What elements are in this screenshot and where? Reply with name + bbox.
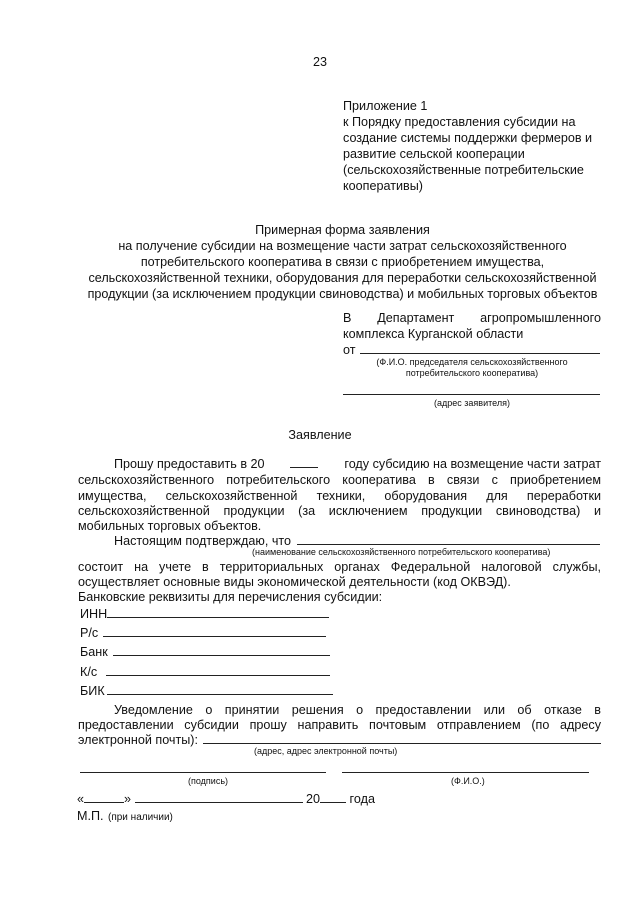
bank-heading: Банковские реквизиты для перечисления субсидии:: [78, 590, 383, 604]
notice-line: Уведомление о принятии решения о предоставлении или об отказе в: [114, 703, 601, 717]
stamp-note: (при наличии): [108, 812, 173, 823]
bik-input-line[interactable]: [107, 694, 333, 695]
form-title-line: потребительского кооператива в связи с приобретением имущества,: [140, 255, 545, 269]
bank-input-line[interactable]: [113, 655, 330, 656]
cooperative-name-caption: (наименование сельскохозяйственного потребительского кооператива): [252, 547, 551, 557]
fio-signature-caption: (Ф.И.О.): [451, 776, 485, 786]
day-input-line[interactable]: [84, 791, 124, 803]
date-year-input-line[interactable]: [320, 791, 346, 803]
stamp-line: [77, 807, 173, 825]
notice-line: электронной почты):: [78, 733, 198, 747]
page-number: 23: [312, 55, 327, 69]
year-input-line[interactable]: [290, 456, 318, 468]
signature-input-line[interactable]: [80, 772, 326, 773]
date-line: « » 20 года: [77, 792, 375, 806]
statement-title: Заявление: [288, 428, 352, 442]
appendix-line: к Порядку предоставления субсидии на: [343, 115, 576, 129]
appendix-block: [343, 98, 613, 194]
signature-caption: (подпись): [188, 776, 229, 786]
paragraph-1-line: мобильных торговых объектов.: [78, 519, 262, 533]
appendix-line: кооперативы): [343, 179, 423, 193]
paragraph-2-line: осуществляет основные виды экономической деятельности (код ОКВЭД).: [78, 575, 511, 589]
paragraph-2-line-1: Настоящим подтверждаю, что: [114, 534, 292, 548]
bank-field-label: Банк: [80, 645, 108, 659]
stamp-label: М.П.: [77, 809, 104, 823]
month-input-line[interactable]: [135, 791, 303, 803]
bank-field-label: Р/с: [80, 626, 99, 640]
cooperative-name-input-line[interactable]: [297, 544, 600, 545]
form-title-line: Примерная форма заявления: [255, 223, 430, 237]
form-title-line: сельскохозяйственной техники, оборудования для переработки сельскохозяйственной: [88, 271, 597, 285]
paragraph-1-line: имущества, сельскохозяйственной техники, оборудования для переработки: [78, 489, 601, 503]
appendix-line: развитие сельской кооперации: [343, 147, 525, 161]
address-caption: (адрес заявителя): [434, 398, 510, 408]
from-label: от: [343, 343, 356, 357]
paragraph-2-line: состоит на учете в территориальных органах Федеральной налоговой службы,: [78, 560, 601, 574]
addressee-line-2: комплекса Курганской области: [343, 327, 524, 341]
form-title-line: на получение субсидии на возмещение части затрат сельскохозяйственного: [118, 239, 567, 253]
account-input-line[interactable]: [103, 636, 326, 637]
fio-signature-input-line[interactable]: [342, 772, 589, 773]
appendix-line: создание системы поддержки фермеров и: [343, 131, 593, 145]
paragraph-1-line: сельскохозяйственной продукции (за исключением продукции свиноводства) и: [78, 504, 601, 518]
notice-address-caption: (адрес, адрес электронной почты): [254, 746, 398, 756]
bank-field-label: К/с: [80, 665, 98, 679]
bank-field-label: ИНН: [80, 607, 108, 621]
appendix-title: Приложение 1: [343, 99, 428, 113]
addressee-line-1: В Департамент агропромышленного: [343, 311, 601, 325]
form-title-line: продукции (за исключением продукции свиноводства) и мобильных торговых объектов: [87, 287, 598, 301]
fio-caption: (Ф.И.О. председателя сельскохозяйственного потребительского кооператива): [376, 357, 568, 378]
notice-line: предоставлении субсидии прошу направить почтовым отправлением (по адресу: [78, 718, 601, 732]
fio-input-line[interactable]: [360, 353, 600, 354]
form-title: [70, 222, 615, 302]
paragraph-1-line-1: Прошу предоставить в 20 году субсидию на возмещение части затрат: [114, 457, 601, 471]
appendix-line: (сельскохозяйственные потребительские: [343, 163, 584, 177]
notice-address-input-line[interactable]: [203, 743, 601, 744]
inn-input-line[interactable]: [107, 617, 329, 618]
address-input-line[interactable]: [343, 394, 600, 395]
corr-account-input-line[interactable]: [106, 675, 330, 676]
bank-field-label: БИК: [80, 684, 105, 698]
paragraph-1-line: сельскохозяйственного потребительского кооператива в связи с приобретением: [78, 473, 601, 487]
